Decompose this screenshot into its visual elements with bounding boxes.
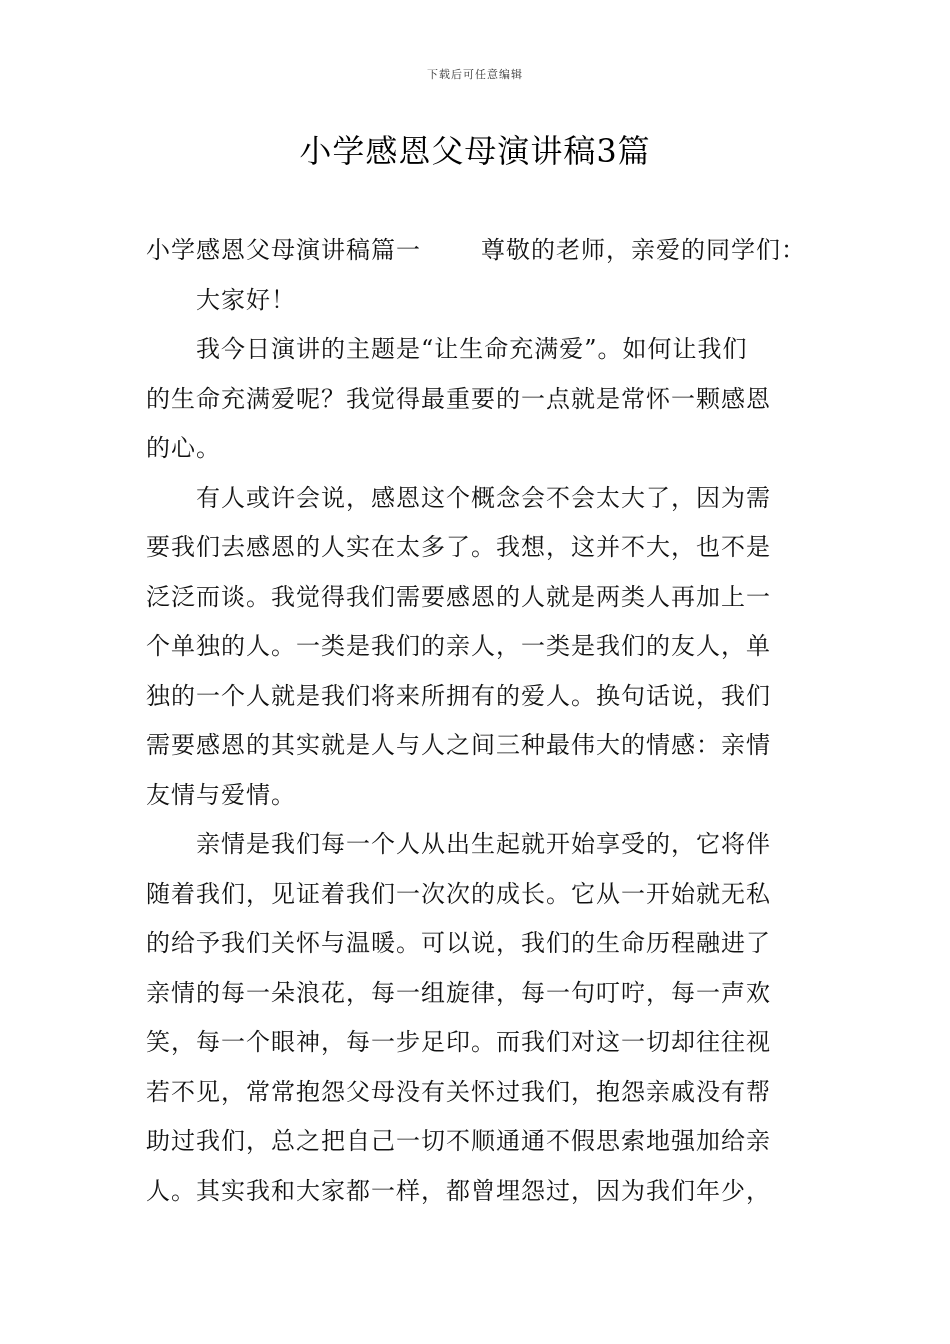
- first-line: [146, 226, 806, 276]
- document-body: [146, 226, 806, 1216]
- text-line: 亲情的每一朵浪花，每一组旋律，每一句叮咛，每一声欢: [146, 978, 771, 1007]
- text-line: 笑，每一个眼神，每一步足印。而我们对这一切却往往视: [146, 1028, 771, 1056]
- document-title: 小学感恩父母演讲稿3篇: [299, 132, 651, 170]
- text-line: 独的一个人就是我们将来所拥有的爱人。换句话说，我们: [146, 681, 771, 710]
- text-line: 的生命充满爱呢？我觉得最重要的一点就是常怀一颗感恩: [146, 384, 771, 413]
- text-line: 有人或许会说，感恩这个概念会不会太大了，因为需: [196, 483, 771, 512]
- text-line: 随着我们，见证着我们一次次的成长。它从一开始就无私: [146, 879, 771, 908]
- text-line: 亲情是我们每一个人从出生起就开始享受的，它将伴: [196, 830, 771, 858]
- text-line: 若不见，常常抱怨父母没有关怀过我们，抱怨亲戚没有帮: [146, 1077, 771, 1106]
- text-line: 的心。: [146, 434, 221, 462]
- text-line: 泛泛而谈。我觉得我们需要感恩的人就是两类人再加上一: [146, 582, 771, 611]
- text-line: 助过我们，总之把自己一切不顺通通不假思索地强加给亲: [146, 1127, 771, 1155]
- salutation: 尊敬的老师，亲爱的同学们：: [481, 236, 806, 264]
- text-line: 人。其实我和大家都一样，都曾埋怨过，因为我们年少，: [146, 1176, 771, 1205]
- text-line: 我今日演讲的主题是“让生命充满爱”。如何让我们: [196, 335, 748, 363]
- text-line: 个单独的人。一类是我们的亲人，一类是我们的友人，单: [146, 632, 771, 660]
- text-line: 需要感恩的其实就是人与人之间三种最伟大的情感：亲情: [146, 731, 771, 759]
- text-line: 要我们去感恩的人实在太多了。我想，这并不大，也不是: [146, 533, 771, 561]
- text-line: 大家好！: [196, 285, 296, 314]
- text-line: 的给予我们关怀与温暖。可以说，我们的生命历程融进了: [146, 929, 771, 957]
- section-label: 小学感恩父母演讲稿篇一: [146, 236, 421, 264]
- header-note: 下载后可任意编辑: [427, 68, 523, 81]
- text-line: 友情与爱情。: [146, 780, 296, 809]
